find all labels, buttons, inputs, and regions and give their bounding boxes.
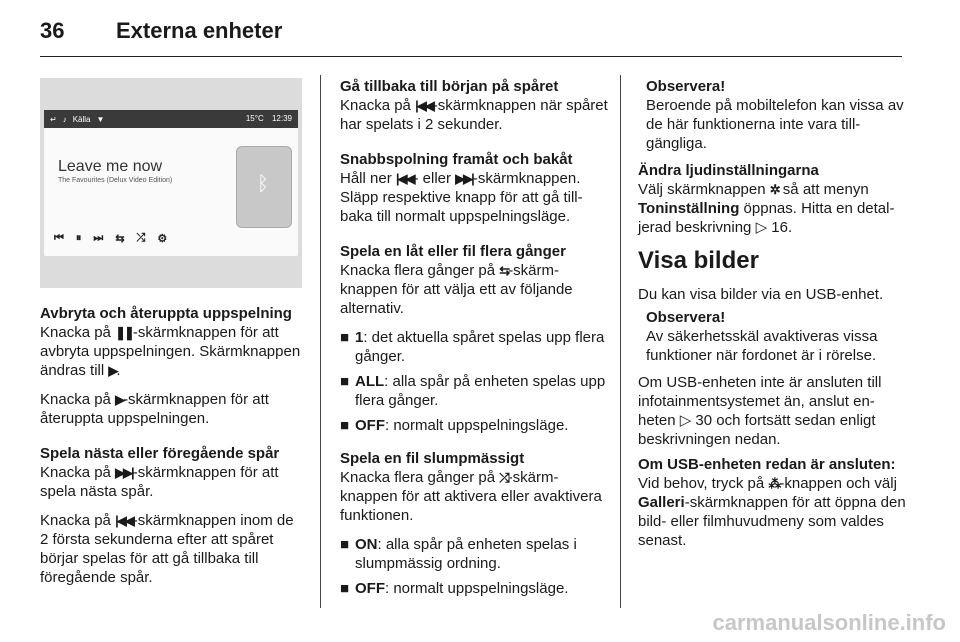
option-text: : det aktuella spåret spelas upp flera gånger. (355, 329, 605, 365)
bluetooth-icon: ᛒ (257, 173, 269, 195)
text: Håll ner (340, 170, 396, 187)
text: . (116, 362, 121, 379)
next-icon: ⏭ (93, 231, 104, 244)
note-box (638, 77, 906, 153)
text: Knacka på (40, 391, 116, 408)
column-2 (340, 77, 608, 608)
playback-controls (54, 228, 234, 248)
text: -knappen och välj (779, 475, 897, 492)
option-text: : alla spår på enheten spelas upp flera gånger. (355, 373, 606, 409)
pause-icon: ⏸ (75, 231, 82, 244)
previous-icon: |◀◀ (115, 513, 133, 528)
paragraph (638, 373, 906, 449)
menu-name: Toninställning (638, 200, 740, 217)
shuffle-icon: ⤮ (136, 231, 146, 244)
previous-icon: |◀◀ (395, 171, 414, 186)
phone-graphic (236, 146, 292, 228)
text: Knacka på (40, 464, 116, 481)
page-header (40, 18, 282, 48)
settings-icon: ✲ (769, 182, 779, 197)
section-title: Externa enheter (116, 18, 283, 43)
bullet-icon: ■ (340, 580, 350, 597)
paragraph (40, 323, 306, 380)
back-icon: ↵ (50, 114, 57, 124)
home-icon: ⁂ (768, 476, 780, 491)
text: -skärmknappen för att avbryta uppspelningen. Skärmknappen ändras till (40, 324, 301, 379)
paragraph (340, 261, 608, 318)
note-title: Observera! (646, 309, 726, 326)
text: -skärmknappen för att aktivera eller avaktivera funktionen. (340, 469, 602, 524)
heading-audio-settings: Ändra ljudinställningarna (638, 162, 819, 179)
text: -skärmknappen för att öppna den bild- eller filmhuvudmeny som valdes senast. (638, 494, 906, 549)
infotainment-screenshot (40, 78, 302, 288)
paragraph (638, 180, 906, 237)
repeat-options-list (340, 328, 608, 435)
display-screen (44, 110, 298, 256)
note-box (638, 308, 906, 365)
shuffle-icon: ⤮ (499, 470, 508, 485)
heading-fast-forward: Snabbspolning framåt och bakåt (340, 151, 573, 168)
heading-show-pictures: Visa bilder (638, 247, 759, 274)
paragraph: Du kan visa bilder via en USB-enhet. (638, 286, 884, 303)
repeat-icon: ⇆ (499, 263, 509, 278)
note-text: Beroende på mobiltelefon kan vissa av de här funktionerna inte vara tillgängliga. (646, 97, 904, 152)
option-key: ON (355, 536, 378, 553)
dropdown-icon: ▼ (96, 114, 105, 124)
text: Knacka på (40, 324, 116, 341)
option-key: OFF (355, 580, 385, 597)
text: -skärmknappen när spåret har spelats i 2 sekunder. (340, 97, 608, 133)
heading-shuffle: Spela en fil slumpmässigt (340, 450, 525, 467)
page-number: 36 (40, 18, 65, 43)
music-note-icon: ♪ (62, 114, 67, 124)
list-item (340, 328, 608, 366)
song-subtitle: The Favourites (Delux Video Edition) (58, 177, 173, 184)
paragraph (638, 474, 906, 550)
option-key: ALL (355, 373, 385, 390)
watermark: carmanualsonline.info (712, 610, 946, 635)
text: -skärmknappen för att spela nästa spår. (40, 464, 279, 500)
play-icon: ▶ (108, 363, 117, 378)
bullet-icon: ■ (340, 536, 350, 553)
note-title: Observera! (646, 78, 726, 95)
paragraph (40, 390, 306, 428)
source-label: Källa (72, 114, 91, 124)
text: -skärmknappen för att återuppta uppspelningen. (40, 391, 269, 427)
repeat-icon: ⇆ (115, 232, 125, 245)
clock-readout: 12:39 (271, 114, 292, 123)
option-text: : normalt uppspelningsläge. (385, 580, 569, 597)
heading-usb-connected: Om USB-enheten redan är ansluten: (638, 456, 896, 473)
note-text: Av säkerhetsskäl avaktiveras vissa funktioner när fordonet är i rörelse. (646, 328, 878, 364)
header-rule (40, 56, 902, 57)
page-reference-icon: ▷ (755, 219, 768, 236)
song-title: Leave me now (58, 158, 163, 175)
pause-icon: ❚❚ (115, 325, 133, 340)
previous-icon: ⏮ (54, 231, 64, 244)
heading-repeat: Spela en låt eller fil flera gånger (340, 243, 566, 260)
paragraph (340, 96, 608, 134)
paragraph (40, 463, 306, 501)
option-text: : normalt uppspelningsläge. (385, 417, 569, 434)
text: -skärmknappen. Släpp respektive knapp för att gå tillbaka till normalt uppspelningsläge. (340, 170, 583, 225)
text: Knacka flera gånger på (340, 262, 500, 279)
text: -skärmknappen för att välja ett av följande alternativ. (340, 262, 573, 317)
column-3 (638, 77, 906, 560)
temperature-readout: 15°C (245, 114, 264, 123)
text: så att menyn (778, 181, 869, 198)
text: Om USB-enheten inte är ansluten till infotainmentsystemet än, anslut enheten (638, 374, 882, 429)
option-key: OFF (355, 417, 385, 434)
list-item (340, 535, 608, 573)
text: 30 och fortsätt sedan enligt beskrivningen nedan. (638, 412, 876, 448)
heading-next-previous: Spela nästa eller föregående spår (40, 445, 280, 462)
bullet-icon: ■ (340, 373, 350, 390)
page-reference-icon: ▷ (679, 412, 692, 429)
paragraph (40, 511, 306, 587)
column-divider-2 (620, 75, 621, 608)
text: 16. (767, 219, 793, 236)
text: öppnas. Hitta en detaljerad beskrivning (638, 200, 895, 236)
list-item (340, 416, 608, 435)
paragraph (340, 468, 608, 525)
option-text: : alla spår på enheten spelas i slumpmässig ordning. (355, 536, 577, 572)
status-bar (44, 110, 298, 128)
option-key: 1 (355, 329, 364, 346)
text: Vid behov, tryck på (638, 475, 769, 492)
bullet-icon: ■ (340, 329, 350, 346)
paragraph (340, 169, 608, 226)
play-icon: ▶ (115, 392, 124, 407)
shuffle-options-list (340, 535, 608, 598)
column-1 (40, 304, 306, 597)
status-right (240, 114, 292, 123)
text: Välj skärmknappen (638, 181, 770, 198)
text: - eller (413, 170, 456, 187)
heading-pause-resume: Avbryta och återuppta uppspelning (40, 305, 292, 322)
previous-icon: |◀◀ (415, 98, 433, 113)
next-icon: ▶▶| (115, 465, 133, 480)
list-item (340, 579, 608, 598)
bullet-icon: ■ (340, 417, 350, 434)
text: -skärmknappen inom de 2 första sekunderna efter att spåret börjar spelas för att gå tillbaka till föregående spår. (40, 512, 294, 586)
settings-icon: ⚙ (157, 232, 168, 245)
text: Knacka på (340, 97, 416, 114)
list-item (340, 372, 608, 410)
heading-restart-track: Gå tillbaka till början på spåret (340, 78, 559, 95)
column-divider-1 (320, 75, 321, 608)
button-name: Galleri (638, 494, 685, 511)
text: Knacka flera gånger på (340, 469, 500, 486)
text: Knacka på (40, 512, 116, 529)
next-icon: ▶▶| (455, 171, 473, 186)
